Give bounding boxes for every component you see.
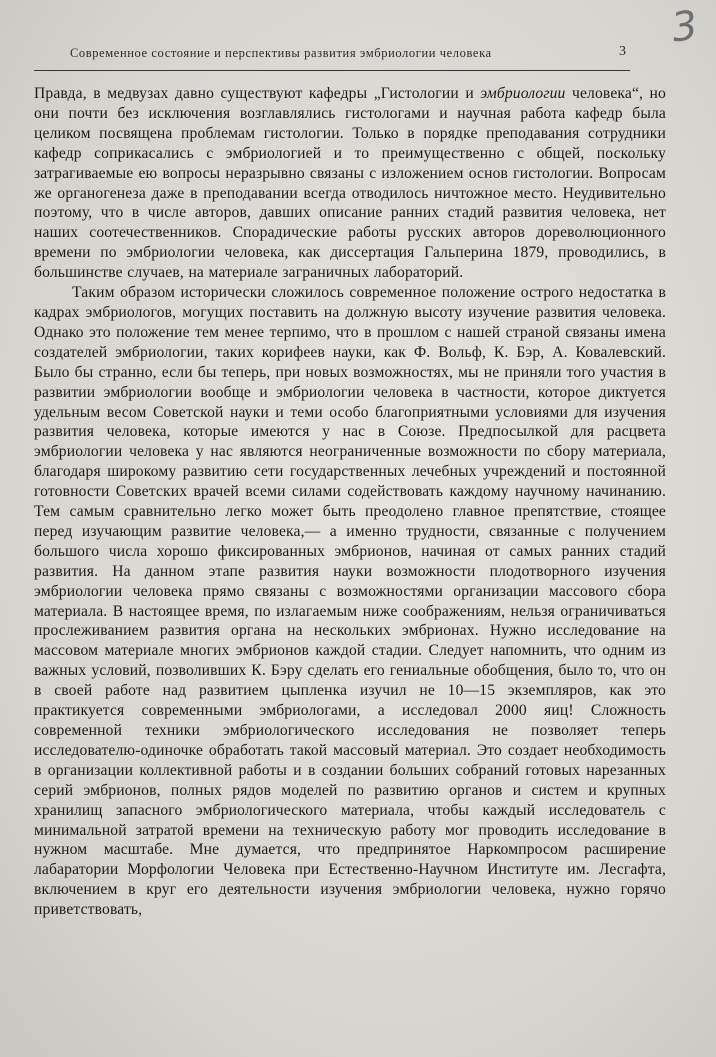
paragraph-2: Таким образом исторически сложилось современное положение острого недостатка в кадрах эмбриологов, могущих поставить на должную высоту изучение развития человека. Однако это положение тем менее терпимо, что в прошлом с нашей страной связаны имена создателей эмбриологии, таких корифеев науки, как Ф. Вольф, К. Бэр, А. Ковалевский. Было бы странно, если бы теперь, при новых возможностях, мы не приняли того участия в развитии эмбриологии вообще и эмбриологии человека в частности, которое диктуется удельным весом Советской науки и теми особо благоприятными условиями для изучения развития человека, которые имеются у нас в Союзе. Предпосылкой для расцвета эмбриологии человека у нас являются неограниченные возможности по сбору материала, благодаря широкому развитию сети государственных лечебных учреждений и постоянной готовности Советских врачей всеми силами содействовать каждому научному начинанию. Тем самым сравнительно легко может быть преодолено главное препятствие, стоящее перед изучающим развитие человека,— а именно трудности, связанные с получением большого числа хорошо фиксированных эмбрионов, начиная от самых ранних стадий развития. На данном этапе развития науки возможности плодотворного изучения эмбриологии человека прямо связаны с возможностями организации массового сбора материала. В настоящее время, по излагаемым ниже соображениям, нельзя ограничиваться прослеживанием развития органа на нескольких эмбрионах. Нужно исследование на массовом материале многих эмбрионов каждой стадии. Следует напомнить, что одним из важных условий, позволивших К. Бэру сделать его гениальные обобщения, было то, что он в своей работе над развитием цыпленка изучил не 10—15 экземпляров, как это практикуется современными эмбриологами, а исследовал 2000 яиц! Сложность современной техники эмбриологического исследования не позволяет теперь исследователю-одиночке обработать такой массовый материал. Это создает необходимость в организации коллективной работы и в создании больших собраний готовых нарезанных серий эмбрионов, полных рядов моделей по развитию органов и систем и крупных хранилищ запасного эмбриологического материала, чтобы каждый исследователь с минимальной затратой времени на техническую работу мог проводить исследование в нужном масштабе. Мне думается, что предпринятое Наркомпросом расширение лабаратории Морфологии Человека при Естественно-Научном Институте им. Лесгафта, включением в круг его деятельности изучения эмбриологии человека, нужно горячо приветствовать, <box>34 284 666 919</box>
handwritten-page-number: 3 <box>668 2 701 52</box>
paragraph-1-lead: Правда, в медвузах давно существуют кафедры „Гистологии и <box>34 85 481 102</box>
paragraph-1-rest: человека“, но они почти без исключения возглавлялись гистологами и научная работа кафедр была целиком посвящена проблемам гистологии. Только в порядке преподавания сотрудники кафедр соприкасались с эмбриологией и то преимущественно с общей, поскольку затрагиваемые ею вопросы неразрывно связаны с изложением основ гистологии. Вопросам же органогенеза даже в преподавании всегда отводилось ничтожное место. Неудивительно поэтому, что в числе авторов, давших описание ранних стадий развития человека, нет наших соотечественников. Спорадические работы русских авторов дореволюционного времени по эмбриологии человека, как диссертация Гальперина 1879, проводились, в большинстве случаев, на материале заграничных лабораторий. <box>34 85 667 282</box>
page-number: 3 <box>619 44 626 59</box>
body-text <box>34 84 666 920</box>
page-header <box>34 40 630 71</box>
running-title: Современное состояние и перспективы развития эмбриологии человека <box>70 46 492 60</box>
paragraph-1-italic: эмбриологии <box>480 85 566 102</box>
paragraph-1 <box>34 84 666 283</box>
